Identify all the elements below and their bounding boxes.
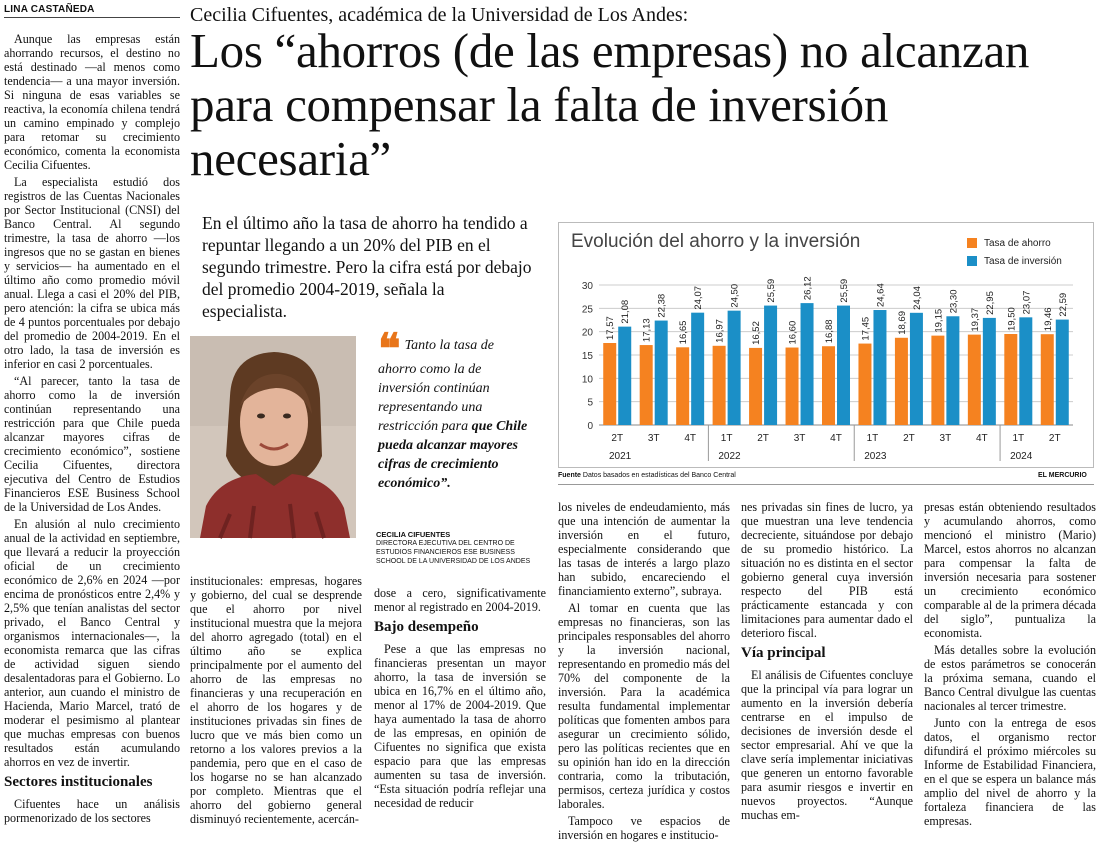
- chart-credit: EL MERCURIO: [1038, 472, 1087, 479]
- article-column-6: [924, 500, 1096, 831]
- paragraph: institucionales: empresas, hogares y gobierno, del cual se desprende que el ahorro por nivel institucional muestra que la mejora del ahorro agregado (total) en el último año se explica principalmente por el aumento del ahorro de las empresas no financieras y una recuperación en el ahorro de los hogares y de instituciones privadas sin fines de lucro que ve más bien como un retorno a los valores previos a la pandemia, pero que en el caso de los hogarse no se han alcanzado por completo. Mientras que el ahorro del gobierno general disminuyó recientemente, acercán-: [190, 574, 362, 826]
- chart-legend: [967, 234, 1062, 270]
- year-label: 2021: [609, 451, 632, 462]
- bar-ahorro: [895, 338, 908, 425]
- quote-mark-icon: ❝: [378, 327, 401, 373]
- x-tick-label: 4T: [976, 433, 988, 444]
- y-tick-label: 20: [581, 327, 593, 339]
- data-label: 24,07: [693, 285, 705, 310]
- data-label: 17,13: [641, 318, 653, 343]
- x-tick-label: 3T: [939, 433, 952, 444]
- paragraph: Pese a que las empresas no financieras presentan un mayor ahorro, la tasa de inversión se ubica en 16,7% en el último año, menor al 17% de 2004-2019. Que haya aumentado la tasa de ahorro de las empresas, en opinión de Cifuentes no significa que exista espacio para que las empresas aumenten su tasa de inversión. “Esta situación podría reflejar una necesidad de reducir: [374, 642, 546, 810]
- bar-ahorro: [1041, 334, 1054, 425]
- x-tick-label: 2T: [1048, 433, 1061, 444]
- chart: [558, 222, 1094, 468]
- bar-ahorro: [603, 343, 616, 425]
- bar-inversion: [1056, 320, 1069, 425]
- data-label: 19,50: [1006, 307, 1018, 331]
- x-tick-label: 2T: [757, 433, 769, 444]
- bar-ahorro: [858, 344, 871, 425]
- legend-label-ahorro: Tasa de ahorro: [984, 237, 1051, 249]
- paragraph: Junto con la entrega de esos datos, el organismo rector difundirá el próximo miércoles su Informe de Estabilidad Financiera, en el que se espera un balance más amplio del nivel de ahorro y la fortaleza financiera de las empresas.: [924, 716, 1096, 828]
- y-tick-label: 25: [581, 304, 593, 316]
- paragraph: “Al parecer, tanto la tasa de ahorro como la de inversión continúan representando una restricción para que Chile pueda alcanzar mayores cifras de crecimiento económico”, sostiene Cecilia Cifuentes, directora ejecutiva del Centro de Estudios Financieros ESE Business School de la Universidad de Los Andes.: [4, 374, 180, 514]
- x-tick-label: 3T: [647, 433, 660, 444]
- photo-caption-role: DIRECTORA EJECUTIVA DEL CENTRO DE ESTUDIOS FINANCIEROS ESE BUSINESS SCHOOL DE LA UNIVERSIDAD DE LOS ANDES: [376, 540, 531, 565]
- paragraph: Al tomar en cuenta que las empresas no financieras, son las principales responsables del ahorro y la inversión nacional, representando en promedio más del 70% del componente de la inversión. Para la académica resulta fundamental implementar políticas que fomenten ambos para asegurar un crecimiento sólido, pero las políticas recientes que en su opinión han ido en la dirección contraria, como la tributación, permisos, certeza jurídica y costos laborales.: [558, 601, 730, 811]
- x-tick-label: 1T: [866, 433, 879, 444]
- article-column-3: [374, 586, 546, 813]
- bar-ahorro: [822, 346, 835, 425]
- data-label: 17,45: [860, 316, 872, 341]
- x-tick-label: 4T: [684, 433, 696, 444]
- paragraph: En alusión al nulo crecimiento anual de la actividad en septiembre, que llevará a reducir la proyección oficial de un crecimiento económico de 2,6% en 2024 —por encima de pronósticos entre 2,4% y 2,5% que tenían analistas del sector privado, el Banco Central y organismos internacionales—, la economista remarca que las cifras de actividad siguen siendo desalentadoras para el Gobierno. Lo anterior, aun cuando el ministro de Hacienda, Mario Marcel, trató de moderar el pesimismo al plantear que muchas empresas con buenos resultados están acumulando ahorros en vez de invertir.: [4, 517, 180, 769]
- paragraph: Tampoco ve espacios de inversión en hogares e institucio-: [558, 814, 730, 842]
- bar-inversion: [910, 313, 923, 425]
- pull-quote-emphasis: que Chile pueda alcanzar mayores cifras de crecimiento económico”.: [378, 419, 528, 491]
- legend-swatch-ahorro: [967, 238, 977, 248]
- section-heading: Vía principal: [741, 645, 826, 661]
- data-label: 16,88: [824, 319, 835, 344]
- chart-title: Evolución del ahorro y la inversión: [571, 231, 861, 252]
- x-tick-label: 3T: [793, 433, 806, 444]
- paragraph: presas están obteniendo resultados y acumulando ahorros, como mencionó el ministro (Mario) Marcel, estos ahorros no alcanzan para compensar la falta de inversión necesaria para sostener un crecimiento económico comparable al de la primera década del siglo”, puntualiza la economista.: [924, 500, 1096, 640]
- legend-swatch-inversion: [967, 256, 977, 266]
- bar-inversion: [728, 311, 741, 425]
- data-label: 22,38: [656, 293, 668, 318]
- article-column-5: [741, 500, 913, 825]
- paragraph: los niveles de endeudamiento, más que una intención de aumentar la inversión en el futuro, especialmente considerando que las tasas de interés a largo plazo han subido, encareciendo el financiamiento externo”, subraya.: [558, 500, 730, 598]
- paragraph: El análisis de Cifuentes concluye que la principal vía para lograr un aumento en la inversión debería centrarse en el impulso de decisiones de inversión desde el sector empresarial. Ahí ve que la clave sería implementar iniciativas que generen un entorno favorable para asumir riesgos e invertir en nuevos proyectos. “Aunque muchas em-: [741, 668, 913, 822]
- bar-inversion: [618, 327, 631, 425]
- data-label: 25,59: [766, 278, 778, 303]
- data-label: 23,30: [948, 289, 960, 314]
- x-tick-label: 2T: [903, 433, 915, 444]
- bar-inversion: [691, 313, 704, 425]
- legend-item-ahorro: [967, 234, 1062, 252]
- y-tick-label: 30: [581, 281, 593, 292]
- y-tick-label: 15: [581, 351, 593, 362]
- section-heading: Sectores institucionales: [4, 774, 153, 790]
- data-label: 25,59: [839, 278, 850, 303]
- data-label: 23,07: [1021, 290, 1033, 315]
- data-label: 19,15: [933, 308, 945, 333]
- data-label: 24,64: [875, 283, 887, 308]
- bar-ahorro: [968, 335, 981, 425]
- x-tick-label: 1T: [720, 433, 733, 444]
- chart-source: [558, 472, 736, 479]
- article-column-4: [558, 500, 730, 845]
- data-label: 18,69: [896, 310, 908, 335]
- chart-source-label: Fuente: [558, 472, 581, 479]
- paragraph: dose a cero, significativamente menor al registrado en 2004-2019.: [374, 586, 546, 614]
- year-label: 2024: [1010, 451, 1033, 462]
- chart-rule: [558, 484, 1094, 485]
- chart-source-text: Datos basados en estadísticas del Banco Central: [582, 472, 736, 479]
- byline: LINA CASTAÑEDA: [4, 4, 95, 15]
- pull-quote: [378, 327, 533, 493]
- data-label: 16,60: [787, 320, 799, 345]
- bar-inversion: [837, 306, 850, 425]
- byline-rule: [4, 17, 180, 18]
- kicker: Cecilia Cifuentes, académica de la Universidad de Los Andes:: [190, 4, 689, 26]
- data-label: 19,37: [969, 307, 981, 332]
- data-label: 26,12: [802, 276, 814, 301]
- bar-inversion: [764, 306, 777, 425]
- data-label: 16,65: [678, 320, 690, 345]
- data-label: 16,97: [714, 319, 726, 343]
- year-label: 2023: [864, 451, 887, 462]
- paragraph: La especialista estudió dos registros de las Cuentas Nacionales por Sector Institucional (CNSI) del Banco Central. Al segundo trimestre, la tasa de ahorro —los ingresos que no se gastan en bienes y servicios— ha aumentado en el último año como promedio móvil anual. Llega a casi el 20% del PIB, pero atención: la cifra se ubica más de 4 puntos porcentuales por debajo del promedio de 2004-2019. En el otro lado, la tasa de inversión es inferior en casi 2 porcentuales.: [4, 175, 180, 371]
- section-heading: Bajo desempeño: [374, 619, 479, 635]
- photo-caption: [376, 530, 546, 566]
- y-tick-label: 0: [587, 421, 593, 432]
- paragraph: Aunque las empresas están ahorrando recursos, el destino no está destinado —al menos como tendencia— a una mayor inversión. Si ninguna de esas variables se reactiva, la economía chilena tendrá un camino empinado y complejo para retomar su crecimiento económico, comenta la economista Cecilia Cifuentes.: [4, 32, 180, 172]
- data-label: 22,95: [984, 291, 996, 315]
- bar-ahorro: [676, 347, 689, 425]
- bar-inversion: [801, 303, 814, 425]
- legend-label-inversion: Tasa de inversión: [984, 255, 1062, 267]
- bar-inversion: [946, 316, 959, 425]
- bar-inversion: [1019, 317, 1032, 425]
- deck: En el último año la tasa de ahorro ha tendido a repuntar llegando a un 20% del PIB en el segundo trimestre. Pero la cifra está por debajo del promedio 2004-2019, señala la especialista.: [202, 213, 532, 321]
- bar-ahorro: [640, 345, 653, 425]
- x-tick-label: 2T: [611, 433, 624, 444]
- paragraph: nes privadas sin fines de lucro, ya que muestran una leve tendencia decreciente, situándose por debajo de su promedio histórico. La situación no es distinta en el sector gobierno general cuya inversión respecto del PIB está prácticamente estancada y con limitaciones para aumentar dado el deterioro fiscal.: [741, 500, 913, 640]
- x-tick-label: 4T: [830, 433, 842, 444]
- x-tick-label: 1T: [1012, 433, 1025, 444]
- data-label: 24,04: [911, 286, 923, 310]
- bar-inversion: [873, 310, 886, 425]
- data-label: 16,52: [751, 321, 763, 345]
- bar-inversion: [983, 318, 996, 425]
- data-label: 19,46: [1042, 307, 1054, 332]
- portrait-photo: [190, 336, 356, 538]
- bar-ahorro: [749, 348, 762, 425]
- paragraph: Más detalles sobre la evolución de estos parámetros se conocerán la próxima semana, cuando el Banco Central divulgue las cuentas nacionales al tercer trimestre.: [924, 643, 1096, 713]
- paragraph: Cifuentes hace un análisis pormenorizado de los sectores: [4, 797, 180, 825]
- data-label: 22,59: [1057, 292, 1069, 317]
- bar-ahorro: [1004, 334, 1017, 425]
- article-column-1: [4, 32, 180, 828]
- headline: Los “ahorros (de las empresas) no alcanzan para compensar la falta de inversión necesaria”: [190, 23, 1030, 186]
- year-label: 2022: [718, 451, 741, 462]
- data-label: 21,08: [620, 299, 632, 324]
- bar-ahorro: [786, 348, 799, 425]
- bar-ahorro: [713, 346, 726, 425]
- photo-caption-name: CECILIA CIFUENTES: [376, 530, 451, 539]
- bar-ahorro: [931, 336, 944, 425]
- data-label: 24,50: [729, 283, 741, 308]
- legend-item-inversion: [967, 252, 1062, 270]
- bar-inversion: [655, 321, 668, 425]
- y-tick-label: 5: [587, 397, 593, 409]
- pull-quote-text: Tanto la tasa de ahorro como la de inversión continúan representando una restricción para: [378, 338, 494, 434]
- y-tick-label: 10: [581, 374, 593, 386]
- article-column-2: [190, 574, 362, 829]
- data-label: 17,57: [605, 316, 617, 341]
